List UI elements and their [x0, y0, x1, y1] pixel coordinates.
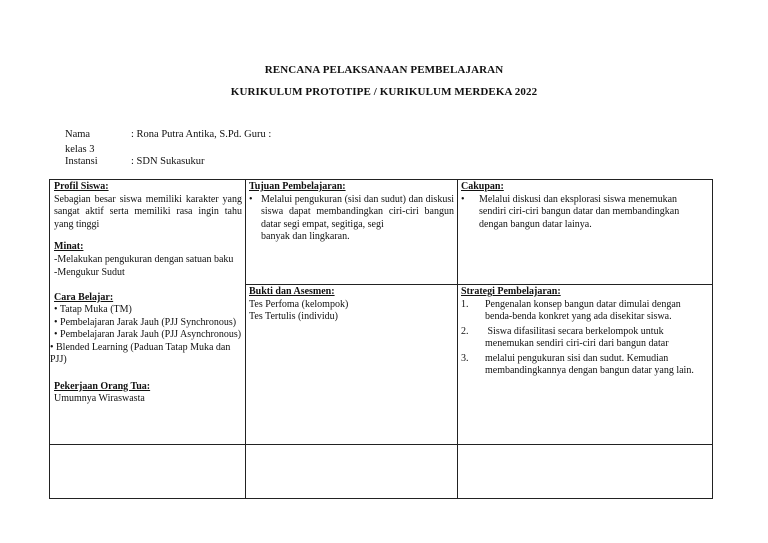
- list-item: [461, 353, 701, 378]
- item-number: 3.: [461, 352, 469, 364]
- profil-heading: Profil Siswa:: [54, 181, 109, 192]
- bukti-cell: [249, 286, 454, 324]
- bullet-icon: •: [461, 193, 465, 205]
- instansi-value: : SDN Sukasukur: [131, 156, 205, 167]
- bullet-icon: •: [249, 193, 253, 205]
- item-number: 1.: [461, 298, 469, 310]
- cara-belajar-item: • Blended Learning (Paduan Tatap Muka dan PJJ): [50, 341, 231, 365]
- tujuan-text: Melalui pengukuran (sisi dan sudut) dan diskusi siswa dapat membandingkan ciri-ciri bangun datar segi empat, segitiga, segi: [261, 193, 454, 230]
- tujuan-heading: Tujuan Pembelajaran:: [249, 181, 346, 192]
- list-item: [461, 299, 701, 324]
- cara-belajar-item: • Tatap Muka (TM): [54, 304, 132, 315]
- table-divider: [50, 444, 712, 445]
- kelas-label: kelas 3: [65, 144, 95, 155]
- document-subtitle: KURIKULUM PROTOTIPE / KURIKULUM MERDEKA 2022: [230, 86, 538, 98]
- cakupan-cell: [461, 181, 706, 231]
- table-divider: [457, 180, 458, 498]
- list-item: [461, 326, 701, 351]
- strategi-item-text: Siswa difasilitasi secara berkelompok untuk menemukan sendiri ciri-ciri dari bangun datar: [485, 325, 669, 349]
- table-divider: [245, 180, 246, 498]
- cakupan-text: Melalui diskusi dan eksplorasi siswa menemukan sendiri ciri-ciri bangun datar dan membandingkan dengan bangun datar lainya.: [479, 193, 680, 230]
- nama-label: Nama: [65, 129, 91, 140]
- tujuan-text-end: banyak dan lingkaran.: [261, 231, 350, 242]
- minat-item: -Melakukan pengukuran dengan satuan baku: [54, 253, 234, 265]
- strategi-cell: [461, 286, 701, 378]
- strategi-item-text: melalui pengukuran sisi dan sudut. Kemudian membandingkannya dengan bangun datar yang lain.: [485, 352, 694, 376]
- strategi-heading: Strategi Pembelajaran:: [461, 286, 561, 297]
- cakupan-heading: Cakupan:: [461, 181, 504, 192]
- cara-belajar-heading: Cara Belajar:: [54, 291, 114, 303]
- tujuan-cell: [249, 181, 454, 244]
- bukti-heading: Bukti dan Asesmen:: [249, 286, 335, 297]
- minat-heading: Minat:: [54, 241, 84, 252]
- minat-item: -Mengukur Sudut: [54, 267, 125, 278]
- rpp-table: [49, 179, 713, 499]
- table-divider: [246, 284, 712, 285]
- pekerjaan-text: Umumnya Wiraswasta: [54, 393, 145, 404]
- cara-belajar-item: • Pembelajaran Jarak Jauh (PJJ Synchronous): [54, 316, 237, 328]
- item-number: 2.: [461, 325, 469, 337]
- bukti-item: Tes Perfoma (kelompok): [249, 298, 349, 310]
- nama-value: : Rona Putra Antika, S.Pd. Guru :: [131, 129, 272, 140]
- profil-cell: [50, 181, 242, 406]
- profil-text: Sebagian besar siswa memiliki karakter yang sangat aktif serta memiliki rasa ingin tahu yang tinggi: [54, 193, 242, 230]
- strategi-item-text: Pengenalan konsep bangun datar dimulai dengan benda-benda konkret yang ada disekitar siswa.: [485, 298, 681, 322]
- pekerjaan-heading: Pekerjaan Orang Tua:: [54, 380, 151, 392]
- cara-belajar-item: • Pembelajaran Jarak Jauh (PJJ Asynchronous): [54, 329, 242, 340]
- document-title: RENCANA PELAKSANAAN PEMBELAJARAN: [264, 64, 504, 76]
- bukti-item: Tes Tertulis (individu): [249, 311, 338, 322]
- instansi-label: Instansi: [65, 156, 98, 167]
